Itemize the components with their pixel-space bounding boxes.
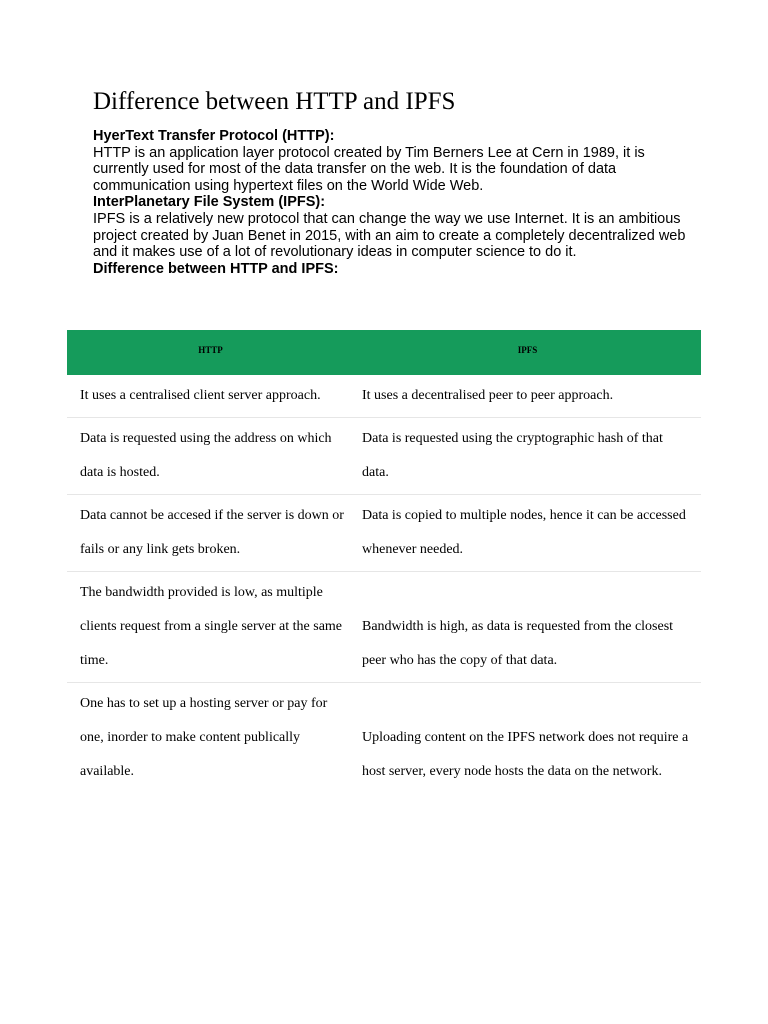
table-cell-http: Data is requested using the address on which data is hosted. — [67, 418, 354, 495]
table-cell-http: One has to set up a hosting server or pay for one, inorder to make content publically available. — [80, 696, 328, 779]
table-cell-ipfs: Bandwidth is high, as data is requested from the closest peer who has the copy of that data. — [354, 572, 701, 683]
table-row — [67, 375, 701, 418]
document-title: Difference between HTTP and IPFS — [93, 88, 456, 115]
table-cell-ipfs: Data is requested using the cryptographic hash of that data. — [354, 418, 701, 495]
column-header-ipfs: IPFS — [354, 330, 701, 375]
table-row — [67, 683, 701, 794]
section-heading-ipfs: InterPlanetary File System (IPFS): — [93, 194, 326, 211]
table-cell-http: Data cannot be accesed if the server is down or fails or any link gets broken. — [67, 495, 354, 572]
table-row — [67, 572, 701, 683]
table-cell-http: The bandwidth provided is low, as multiple clients request from a single server at the same time. — [67, 572, 354, 683]
table-row — [67, 418, 701, 495]
table-cell-ipfs: It uses a decentralised peer to peer approach. — [354, 375, 701, 418]
table-cell-ipfs: Uploading content on the IPFS network does not require a host server, every node hosts the data on the network. — [362, 730, 689, 779]
section-heading-http: HyerText Transfer Protocol (HTTP): — [93, 128, 335, 144]
table-cell-ipfs: Data is copied to multiple nodes, hence it can be accessed whenever needed. — [354, 495, 701, 572]
intro-text — [93, 128, 693, 277]
comparison-table — [67, 330, 701, 793]
column-header-http: HTTP — [67, 330, 354, 375]
table-row — [67, 495, 701, 572]
table-cell-http: It uses a centralised client server approach. — [67, 375, 354, 418]
table-heading: Difference between HTTP and IPFS: — [93, 260, 339, 277]
section-body-ipfs: IPFS is a relatively new protocol that can change the way we use Internet. It is an ambitious project created by Juan Benet in 2015, with an aim to create a completely decentralized web and it makes use of a lot of revolutionary ideas in computer science to do it. — [93, 210, 686, 261]
section-body-http: HTTP is an application layer protocol created by Tim Berners Lee at Cern in 1989, it is currently used for most of the data transfer on the web. It is the foundation of data communication using hypertext files on the World Wide Web. — [93, 144, 645, 194]
table-header-row — [67, 330, 701, 375]
